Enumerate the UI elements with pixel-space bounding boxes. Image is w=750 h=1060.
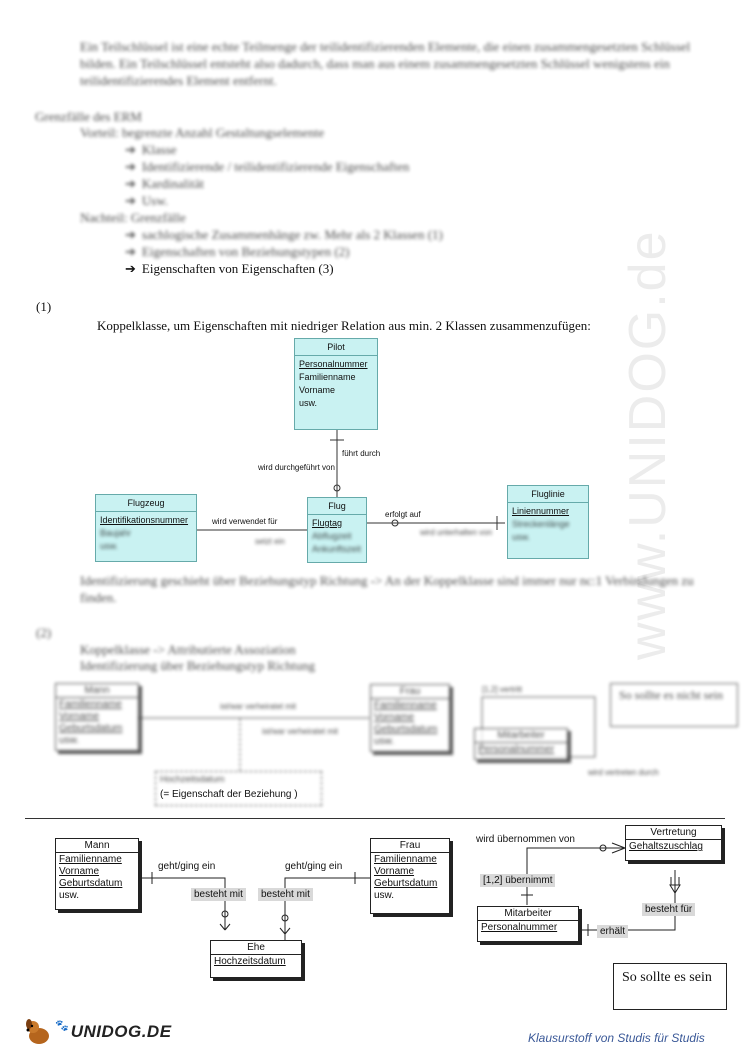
arrow-icon: ➔ — [125, 193, 136, 208]
entity-fluglinie: Fluglinie Liniennummer Streckenlänge usw. — [507, 485, 589, 559]
paw-icon: 🐾 — [55, 1019, 69, 1032]
intro-paragraph: Ein Teilschlüssel ist eine echte Teilmenge der teilidentifizierenden Elemente, die einen zusammengesetzten Schlüssel bilden. Ein Teilschlüssel entsteht also dadurch, dass man aus einem zusammengesetzten Schlüssel wenigstens ein teilidentifizierendes Element entfernt. — [80, 39, 691, 88]
s3-entity-vertretung: Vertretung Gehaltszuschlag — [625, 825, 722, 861]
s2-entity-mitarbeiter: Mitarbeiter Personalnummer — [474, 728, 568, 760]
arrow-icon: ➔ — [125, 244, 136, 259]
s3-geht1: geht/ging ein — [158, 861, 216, 872]
arrow-icon: ➔ — [125, 227, 136, 242]
arrow-icon: ➔ — [125, 176, 136, 191]
s2-vertreten: wird vertreten durch — [588, 768, 659, 777]
s2-rel2: ist/war verheiratet mit — [262, 727, 339, 736]
s3-so-note: So sollte es sein — [613, 963, 727, 1010]
s2-card: [1,2] vertritt — [482, 685, 523, 694]
s2-hochzeit-box: Hochzeitsdatum — [155, 771, 322, 806]
rel-setzt-ein: setzt ein — [255, 537, 285, 546]
section-heading: Grenzfälle des ERM — [35, 109, 142, 124]
section-marker-1: (1) — [36, 299, 52, 314]
list-item: ➔ Klasse — [125, 142, 177, 157]
s3-erhaelt: erhält — [597, 925, 628, 938]
list-item: ➔ Eigenschaften von Beziehungstypen (2) — [125, 244, 350, 259]
rel-erfolgt-auf: erfolgt auf — [385, 510, 421, 519]
section2-line1: Koppelklasse -> Attributierte Assoziation — [80, 642, 296, 657]
s3-entity-frau: Frau Familienname Vorname Geburtsdatum usw. — [370, 838, 450, 914]
s3-entity-mann: Mann Familienname Vorname Geburtsdatum usw. — [55, 838, 139, 910]
section1-description: Koppelklasse, um Eigenschaften mit niedriger Relation aus min. 2 Klassen zusammenzufügen: — [97, 318, 591, 333]
entity-flugzeug: Flugzeug Identifikationsnummer Baujahr usw. — [95, 494, 197, 562]
s3-entity-ehe: Ehe Hochzeitsdatum — [210, 940, 302, 978]
list-item: ➔ Kardinalität — [125, 176, 204, 191]
s3-wird-uebernommen: wird übernommen von — [476, 834, 575, 845]
entity-flug: Flug Flugtag Abflugzeit Ankunftszeit — [307, 497, 367, 563]
section1-note: Identifizierung geschieht über Beziehungstyp Richtung -> An der Koppelklasse sind immer nur nc:1 Verbindungen zu finden. — [80, 573, 694, 605]
entity-pilot: Pilot Personalnummer Familienname Vorname usw. — [294, 338, 378, 430]
s2-hochzeit-note: (= Eigenschaft der Beziehung ) — [160, 789, 298, 800]
vorteil-line: Vorteil: begrenzte Anzahl Gestaltungselemente — [80, 125, 325, 140]
s3-entity-mitarbeiter: Mitarbeiter Personalnummer — [477, 906, 579, 942]
s3-besteht2: besteht mit — [258, 888, 313, 901]
logo-text: UNIDOG.DE — [70, 1022, 172, 1041]
s3-geht2: geht/ging ein — [285, 861, 343, 872]
section-marker-2: (2) — [36, 625, 52, 640]
arrow-icon: ➔ — [125, 159, 136, 174]
list-item: ➔ Eigenschaften von Eigenschaften (3) — [125, 261, 334, 276]
rel-unterhalten: wird unterhalten von — [420, 528, 493, 537]
rel-fuehrt-durch: führt durch — [342, 449, 381, 458]
s3-besteht1: besteht mit — [191, 888, 246, 901]
list-item: ➔ Usw. — [125, 193, 169, 208]
footer-tagline: Klausurstoff von Studis für Studis — [528, 1031, 705, 1045]
nachteil-line: Nachteil: Grenzfälle — [80, 210, 186, 225]
s3-uebernimmt: [1,2] übernimmt — [480, 874, 555, 887]
rel-wird-durchgefuehrt: wird durchgeführt von — [258, 463, 335, 472]
arrow-icon: ➔ — [125, 142, 136, 157]
s2-rel1: ist/war verheiratet mit — [220, 702, 297, 711]
watermark: www.UNIDOG.de — [619, 229, 677, 660]
s2-entity-mann: Mann Familienname Vorname Geburtsdatum usw. — [55, 683, 139, 751]
footer-logo — [23, 1018, 172, 1046]
dog-icon — [23, 1018, 53, 1046]
s2-so-note: So sollte es nicht sein — [610, 683, 738, 727]
list-item: ➔ Identifizierende / teilidentifizierende Eigenschaften — [125, 159, 410, 174]
rel-wird-verwendet: wird verwendet für — [212, 517, 278, 526]
s3-besteht-fuer: besteht für — [642, 903, 695, 916]
arrow-icon: ➔ — [125, 261, 136, 276]
section2-line2: Identifizierung über Beziehungstyp Richtung — [80, 658, 316, 673]
s2-entity-frau: Frau Familienname Vorname Geburtsdatum usw. — [370, 684, 450, 752]
list-item: ➔ sachlogische Zusammenhänge zw. Mehr als 2 Klassen (1) — [125, 227, 443, 242]
